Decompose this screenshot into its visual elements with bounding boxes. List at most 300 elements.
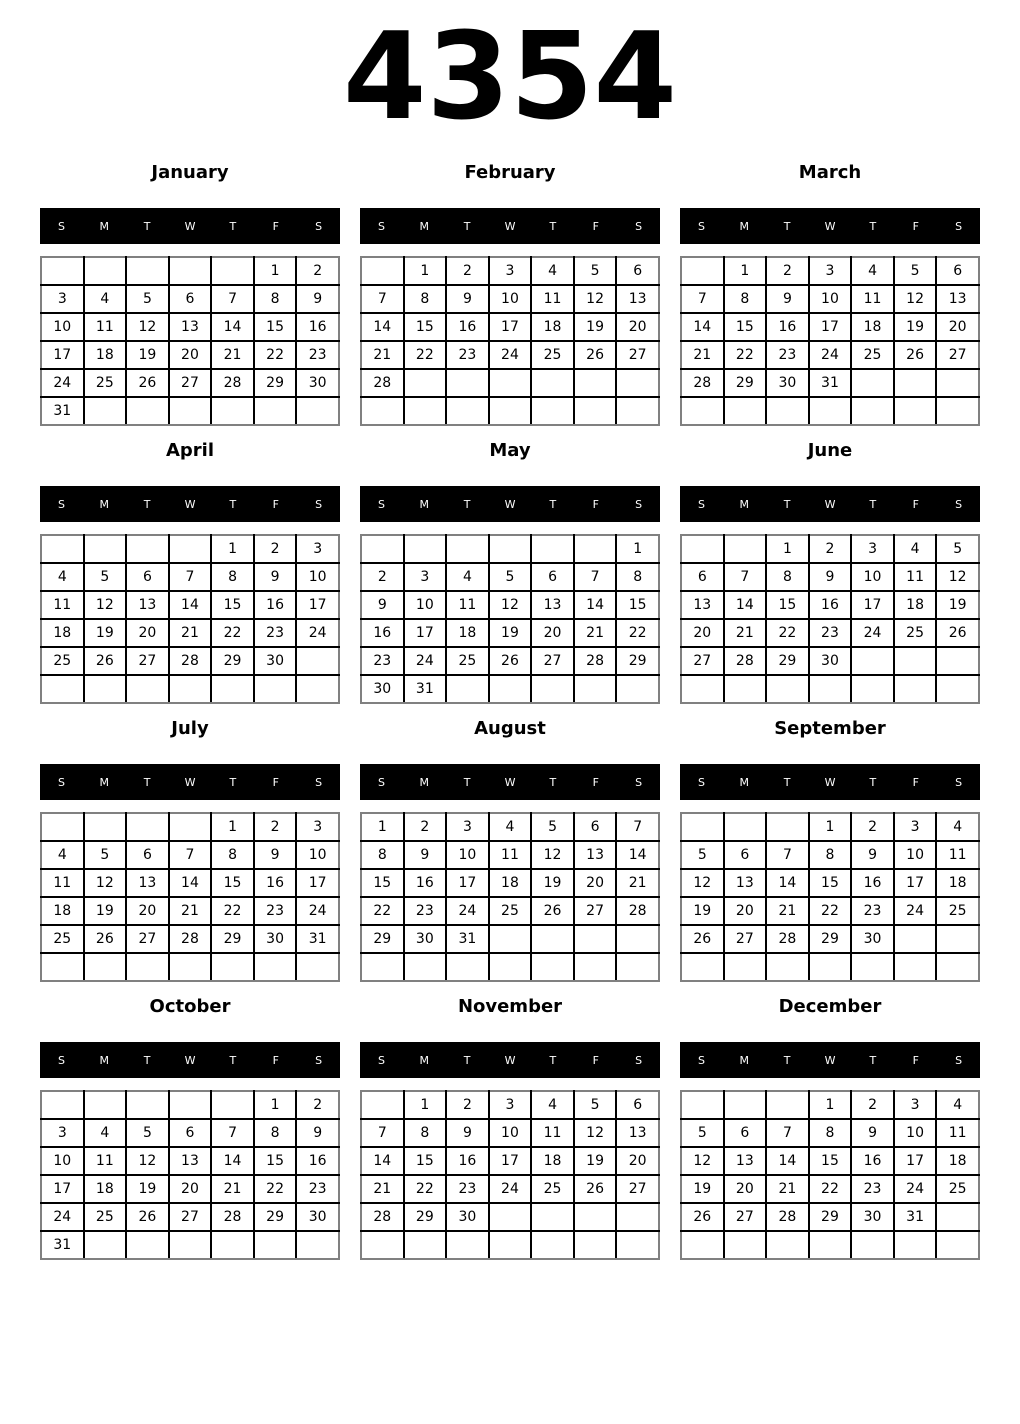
empty-day-cell [84, 1231, 127, 1259]
day-cell: 12 [126, 313, 169, 341]
week-row [681, 925, 979, 953]
day-cell: 12 [574, 1119, 617, 1147]
week-row [681, 535, 979, 563]
day-cell: 25 [531, 1175, 574, 1203]
empty-day-cell [41, 813, 84, 841]
week-row [361, 563, 659, 591]
day-cell: 21 [681, 341, 724, 369]
day-cell: 10 [809, 285, 852, 313]
day-cell: 26 [894, 341, 937, 369]
day-cell: 28 [766, 925, 809, 953]
day-cell: 24 [894, 897, 937, 925]
week-row [361, 869, 659, 897]
empty-day-cell [936, 1231, 979, 1259]
day-cell: 16 [766, 313, 809, 341]
day-cell: 23 [296, 1175, 339, 1203]
weekday-label: T [229, 1053, 237, 1067]
week-row [361, 591, 659, 619]
day-cell: 2 [254, 535, 297, 563]
day-cell: 12 [936, 563, 979, 591]
empty-day-cell [681, 953, 724, 981]
day-cell: 21 [361, 1175, 404, 1203]
day-cell: 15 [254, 313, 297, 341]
empty-day-cell [936, 397, 979, 425]
week-row [41, 953, 339, 981]
day-cell: 14 [574, 591, 617, 619]
empty-day-cell [254, 675, 297, 703]
month-title: January [151, 162, 229, 183]
week-row [41, 313, 339, 341]
weekday-label: S [635, 219, 643, 233]
day-cell: 6 [574, 813, 617, 841]
week-row [41, 563, 339, 591]
empty-day-cell [531, 953, 574, 981]
day-cell: 17 [894, 1147, 937, 1175]
day-cell: 27 [169, 369, 212, 397]
empty-day-cell [41, 675, 84, 703]
day-cell: 18 [41, 619, 84, 647]
weekday-label: W [824, 219, 836, 233]
empty-day-cell [126, 953, 169, 981]
empty-day-cell [489, 675, 532, 703]
day-cell: 14 [681, 313, 724, 341]
empty-day-cell [616, 1203, 659, 1231]
week-row [681, 1175, 979, 1203]
week-row [41, 647, 339, 675]
empty-day-cell [211, 1091, 254, 1119]
week-row [361, 841, 659, 869]
day-cell: 20 [724, 897, 767, 925]
day-cell: 8 [211, 563, 254, 591]
empty-day-cell [361, 1091, 404, 1119]
empty-day-cell [574, 397, 617, 425]
day-cell: 13 [936, 285, 979, 313]
empty-day-cell [126, 813, 169, 841]
day-cell: 26 [126, 1203, 169, 1231]
weekday-label: F [592, 775, 599, 789]
empty-day-cell [84, 257, 127, 285]
day-cell: 14 [169, 591, 212, 619]
day-cell: 14 [211, 313, 254, 341]
empty-day-cell [809, 1231, 852, 1259]
day-cell: 12 [574, 285, 617, 313]
empty-day-cell [296, 1231, 339, 1259]
month-title: December [778, 996, 882, 1017]
day-cell: 15 [809, 1147, 852, 1175]
year-title: 4354 [343, 8, 677, 147]
week-row [361, 925, 659, 953]
day-cell: 30 [254, 925, 297, 953]
weekday-label: M [739, 219, 750, 233]
empty-day-cell [84, 953, 127, 981]
empty-day-cell [574, 925, 617, 953]
day-cell: 18 [489, 869, 532, 897]
day-cell: 10 [41, 1147, 84, 1175]
day-cell: 14 [211, 1147, 254, 1175]
empty-day-cell [766, 1091, 809, 1119]
day-cell: 9 [254, 841, 297, 869]
day-cell: 1 [809, 1091, 852, 1119]
day-cell: 19 [531, 869, 574, 897]
day-cell: 5 [681, 1119, 724, 1147]
month-table [40, 1090, 340, 1260]
day-cell: 13 [616, 285, 659, 313]
week-row [41, 1203, 339, 1231]
weekday-label: F [912, 497, 919, 511]
day-cell: 28 [616, 897, 659, 925]
day-cell: 11 [84, 313, 127, 341]
day-cell: 23 [851, 1175, 894, 1203]
day-cell: 28 [724, 647, 767, 675]
day-cell: 27 [126, 925, 169, 953]
empty-day-cell [446, 397, 489, 425]
day-cell: 21 [361, 341, 404, 369]
empty-day-cell [404, 535, 447, 563]
weekday-label: W [824, 497, 836, 511]
week-row [41, 1119, 339, 1147]
empty-day-cell [489, 535, 532, 563]
weekday-header [680, 764, 980, 800]
empty-day-cell [41, 953, 84, 981]
day-cell: 26 [531, 897, 574, 925]
day-cell: 28 [361, 369, 404, 397]
empty-day-cell [211, 1231, 254, 1259]
day-cell: 14 [766, 1147, 809, 1175]
empty-day-cell [616, 397, 659, 425]
day-cell: 6 [724, 841, 767, 869]
empty-day-cell [446, 535, 489, 563]
day-cell: 8 [766, 563, 809, 591]
day-cell: 21 [574, 619, 617, 647]
day-cell: 16 [296, 313, 339, 341]
day-cell: 21 [169, 619, 212, 647]
month-september [680, 718, 980, 982]
day-cell: 29 [254, 369, 297, 397]
month-march [680, 162, 980, 426]
day-cell: 2 [361, 563, 404, 591]
day-cell: 5 [936, 535, 979, 563]
empty-day-cell [809, 953, 852, 981]
weekday-label: T [869, 1053, 877, 1067]
day-cell: 29 [361, 925, 404, 953]
empty-day-cell [936, 647, 979, 675]
weekday-header [680, 1042, 980, 1078]
month-november [360, 996, 660, 1260]
empty-day-cell [574, 675, 617, 703]
empty-day-cell [126, 397, 169, 425]
day-cell: 31 [41, 1231, 84, 1259]
week-row [361, 953, 659, 981]
empty-day-cell [809, 675, 852, 703]
day-cell: 22 [211, 897, 254, 925]
day-cell: 27 [724, 1203, 767, 1231]
empty-day-cell [574, 369, 617, 397]
empty-day-cell [211, 397, 254, 425]
day-cell: 17 [851, 591, 894, 619]
week-row [41, 535, 339, 563]
month-table [360, 812, 660, 982]
day-cell: 4 [489, 813, 532, 841]
day-cell: 31 [404, 675, 447, 703]
empty-day-cell [724, 1231, 767, 1259]
day-cell: 7 [361, 1119, 404, 1147]
day-cell: 30 [254, 647, 297, 675]
day-cell: 13 [126, 591, 169, 619]
day-cell: 8 [616, 563, 659, 591]
day-cell: 1 [361, 813, 404, 841]
day-cell: 3 [446, 813, 489, 841]
week-row [681, 869, 979, 897]
empty-day-cell [84, 397, 127, 425]
month-table [360, 256, 660, 426]
empty-day-cell [169, 397, 212, 425]
month-table [360, 1090, 660, 1260]
month-april [40, 440, 340, 704]
weekday-label: F [592, 497, 599, 511]
empty-day-cell [126, 1231, 169, 1259]
day-cell: 7 [616, 813, 659, 841]
day-cell: 25 [41, 647, 84, 675]
day-cell: 22 [254, 1175, 297, 1203]
month-table [40, 812, 340, 982]
day-cell: 8 [809, 1119, 852, 1147]
day-cell: 19 [126, 1175, 169, 1203]
day-cell: 21 [616, 869, 659, 897]
day-cell: 6 [616, 257, 659, 285]
day-cell: 20 [681, 619, 724, 647]
empty-day-cell [724, 813, 767, 841]
empty-day-cell [894, 925, 937, 953]
day-cell: 15 [766, 591, 809, 619]
day-cell: 15 [809, 869, 852, 897]
empty-day-cell [169, 813, 212, 841]
empty-day-cell [894, 647, 937, 675]
weekday-label: F [592, 1053, 599, 1067]
day-cell: 5 [894, 257, 937, 285]
day-cell: 30 [446, 1203, 489, 1231]
weekday-label: T [229, 219, 237, 233]
day-cell: 13 [724, 1147, 767, 1175]
weekday-label: T [143, 1053, 151, 1067]
week-row [41, 285, 339, 313]
day-cell: 16 [254, 591, 297, 619]
day-cell: 7 [169, 841, 212, 869]
day-cell: 20 [616, 1147, 659, 1175]
day-cell: 7 [766, 1119, 809, 1147]
week-row [41, 257, 339, 285]
week-row [41, 925, 339, 953]
day-cell: 24 [446, 897, 489, 925]
day-cell: 2 [404, 813, 447, 841]
day-cell: 19 [126, 341, 169, 369]
day-cell: 4 [936, 1091, 979, 1119]
day-cell: 14 [616, 841, 659, 869]
day-cell: 25 [936, 897, 979, 925]
day-cell: 18 [936, 869, 979, 897]
day-cell: 18 [851, 313, 894, 341]
month-title: May [489, 440, 531, 461]
month-table [40, 534, 340, 704]
day-cell: 12 [84, 591, 127, 619]
day-cell: 27 [724, 925, 767, 953]
week-row [681, 1231, 979, 1259]
day-cell: 20 [531, 619, 574, 647]
weekday-label: S [697, 1053, 705, 1067]
weekday-label: T [463, 497, 471, 511]
weekday-label: S [697, 497, 705, 511]
day-cell: 19 [681, 897, 724, 925]
day-cell: 27 [616, 341, 659, 369]
weekday-label: F [592, 219, 599, 233]
day-cell: 1 [254, 257, 297, 285]
day-cell: 10 [41, 313, 84, 341]
day-cell: 20 [169, 341, 212, 369]
day-cell: 21 [169, 897, 212, 925]
week-row [681, 675, 979, 703]
weekday-label: S [697, 775, 705, 789]
day-cell: 13 [126, 869, 169, 897]
week-row [681, 563, 979, 591]
day-cell: 30 [851, 1203, 894, 1231]
day-cell: 18 [531, 313, 574, 341]
day-cell: 18 [41, 897, 84, 925]
weekday-label: W [824, 775, 836, 789]
month-title: March [798, 162, 862, 183]
empty-day-cell [489, 925, 532, 953]
day-cell: 18 [446, 619, 489, 647]
week-row [361, 813, 659, 841]
day-cell: 22 [404, 1175, 447, 1203]
weekday-label: T [549, 219, 557, 233]
empty-day-cell [169, 1091, 212, 1119]
weekday-header [40, 208, 340, 244]
empty-day-cell [84, 675, 127, 703]
day-cell: 22 [809, 1175, 852, 1203]
day-cell: 10 [296, 563, 339, 591]
empty-day-cell [681, 675, 724, 703]
empty-day-cell [361, 1231, 404, 1259]
empty-day-cell [936, 953, 979, 981]
day-cell: 9 [404, 841, 447, 869]
empty-day-cell [531, 369, 574, 397]
day-cell: 12 [681, 869, 724, 897]
weekday-label: S [377, 497, 385, 511]
day-cell: 1 [404, 1091, 447, 1119]
day-cell: 9 [766, 285, 809, 313]
empty-day-cell [211, 953, 254, 981]
week-row [361, 675, 659, 703]
day-cell: 15 [211, 591, 254, 619]
day-cell: 10 [851, 563, 894, 591]
empty-day-cell [41, 257, 84, 285]
week-row [361, 1147, 659, 1175]
empty-day-cell [296, 953, 339, 981]
weekday-label: T [783, 1053, 791, 1067]
empty-day-cell [574, 1231, 617, 1259]
day-cell: 4 [851, 257, 894, 285]
empty-day-cell [724, 675, 767, 703]
day-cell: 23 [254, 619, 297, 647]
day-cell: 7 [574, 563, 617, 591]
day-cell: 31 [809, 369, 852, 397]
month-table [360, 534, 660, 704]
day-cell: 7 [766, 841, 809, 869]
day-cell: 16 [361, 619, 404, 647]
day-cell: 3 [296, 535, 339, 563]
weekday-label: W [184, 1053, 196, 1067]
day-cell: 9 [254, 563, 297, 591]
day-cell: 17 [41, 1175, 84, 1203]
day-cell: 25 [446, 647, 489, 675]
day-cell: 27 [574, 897, 617, 925]
day-cell: 11 [894, 563, 937, 591]
day-cell: 26 [681, 925, 724, 953]
day-cell: 1 [616, 535, 659, 563]
day-cell: 22 [724, 341, 767, 369]
day-cell: 26 [84, 925, 127, 953]
day-cell: 27 [169, 1203, 212, 1231]
weekday-label: S [377, 1053, 385, 1067]
week-row [361, 341, 659, 369]
empty-day-cell [531, 925, 574, 953]
day-cell: 23 [254, 897, 297, 925]
weekday-label: T [869, 497, 877, 511]
day-cell: 20 [936, 313, 979, 341]
day-cell: 8 [254, 1119, 297, 1147]
day-cell: 11 [936, 1119, 979, 1147]
day-cell: 28 [766, 1203, 809, 1231]
week-row [41, 1147, 339, 1175]
day-cell: 4 [84, 1119, 127, 1147]
weekday-header [680, 208, 980, 244]
empty-day-cell [489, 1203, 532, 1231]
empty-day-cell [766, 1231, 809, 1259]
empty-day-cell [809, 397, 852, 425]
weekday-label: F [912, 219, 919, 233]
day-cell: 1 [211, 535, 254, 563]
weekday-label: F [912, 1053, 919, 1067]
day-cell: 13 [169, 313, 212, 341]
month-title: June [807, 440, 853, 461]
empty-day-cell [404, 1231, 447, 1259]
week-row [681, 285, 979, 313]
day-cell: 4 [41, 841, 84, 869]
day-cell: 23 [361, 647, 404, 675]
day-cell: 25 [41, 925, 84, 953]
day-cell: 26 [84, 647, 127, 675]
month-title: April [165, 440, 215, 461]
day-cell: 5 [126, 1119, 169, 1147]
empty-day-cell [169, 1231, 212, 1259]
month-table [40, 256, 340, 426]
day-cell: 3 [404, 563, 447, 591]
empty-day-cell [894, 953, 937, 981]
empty-day-cell [489, 369, 532, 397]
day-cell: 5 [574, 1091, 617, 1119]
weekday-header [680, 486, 980, 522]
weekday-label: S [955, 497, 963, 511]
month-title: July [171, 718, 209, 739]
day-cell: 11 [531, 285, 574, 313]
day-cell: 26 [574, 1175, 617, 1203]
empty-day-cell [84, 535, 127, 563]
month-title: February [464, 162, 556, 183]
weekday-label: M [739, 775, 750, 789]
day-cell: 17 [296, 869, 339, 897]
day-cell: 31 [41, 397, 84, 425]
day-cell: 27 [531, 647, 574, 675]
weekday-label: T [463, 1053, 471, 1067]
